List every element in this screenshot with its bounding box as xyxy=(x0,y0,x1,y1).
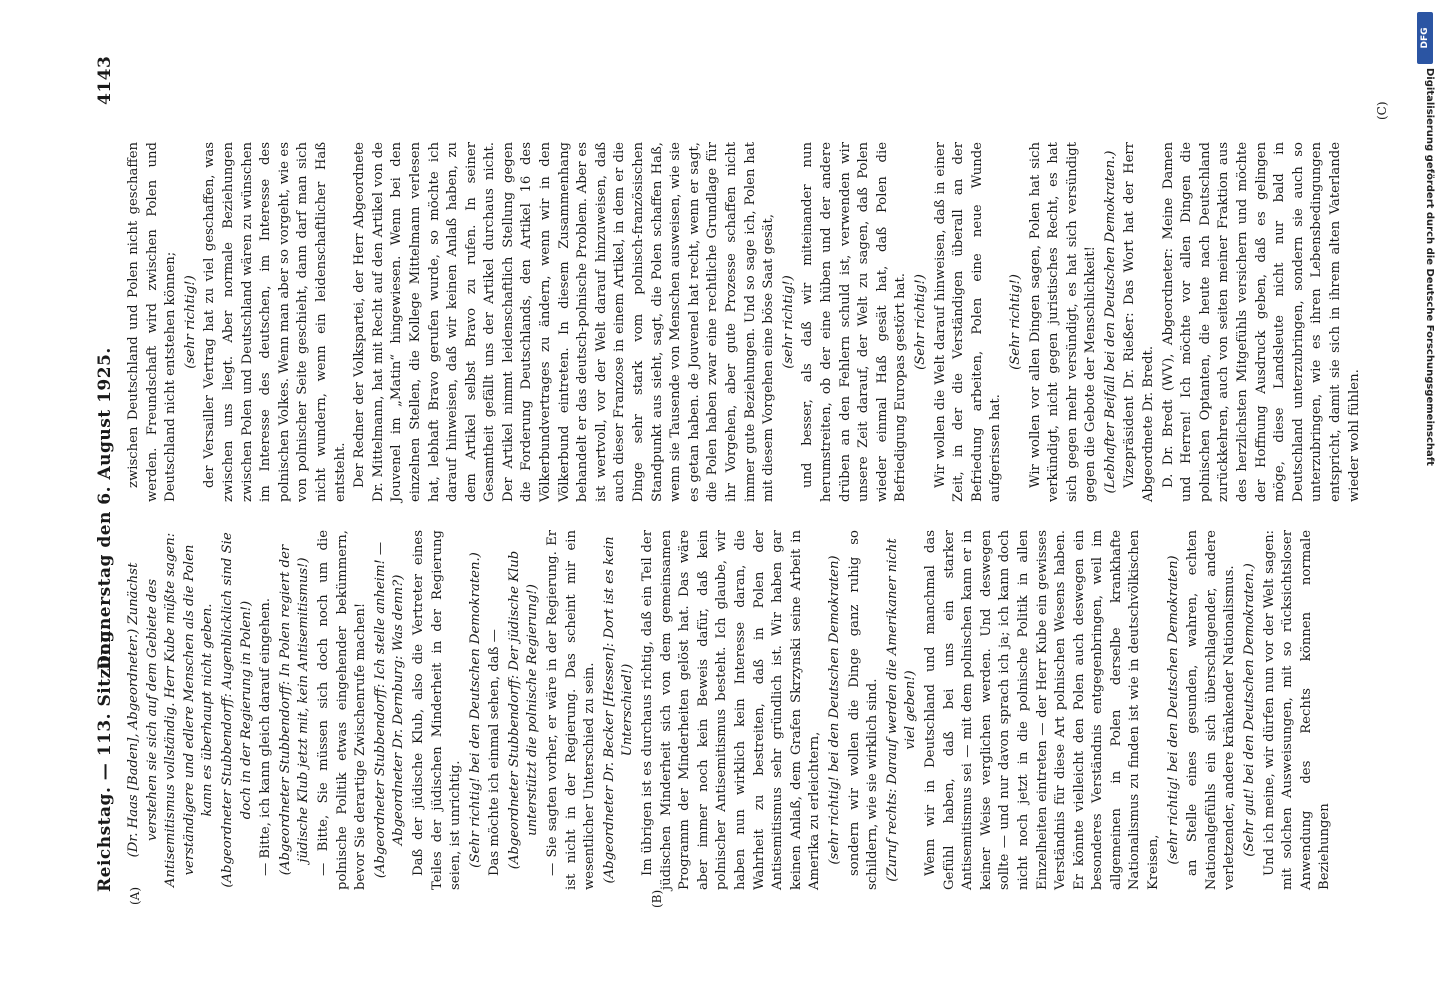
paragraph: (Abgeordneter Stubbendorff: Der jüdische Klub unterstützt die polnische Regierung!) xyxy=(506,550,541,870)
paragraph: Wir wollen vor allen Dingen sagen, Polen hat sich verkündigt, nicht gegen juristisches Recht, es hat sich gegen mehr versündigt, es hat sich versündigt gegen die Gebote der Menschlichkeit! xyxy=(1027,142,1099,502)
paragraph: sondern wir wollen die Dinge ganz ruhig so schildern, wie sie wirklich sind. xyxy=(846,530,881,890)
paragraph: (Abgeordneter Dr. Becker [Hessen]: Dort ist es kein Unterschied!) xyxy=(601,536,636,884)
paragraph: (sehr richtig! bei den Deutschen Demokraten) xyxy=(1165,555,1181,865)
dfg-logo: DFG xyxy=(1417,12,1433,64)
paragraph: (Lebhafter Beifall bei den Deutschen Demokraten.) xyxy=(1102,150,1118,494)
margin-mark-a: (A) xyxy=(128,886,142,905)
paragraph: D. Dr. Bredt (WV), Abgeordneter: Meine Damen und Herren! Ich möchte vor allen Dingen die polnischen Optanten, die heute nach Deutschland zurückkehren, auch von seiten meiner Fraktion aus des herzlichsten Mitgefühls versichern und möchte der Hoffnung Ausdruck geben, daß es gelingen möge, diese Landsleute nicht nur bald in Deutschland unterzubringen, sondern sie auch so unterzubringen, wie es ihren Lebensbedingungen entspricht, damit sie sich in ihrem alten Vaterlande wieder wohl fühlen. xyxy=(1160,142,1362,502)
paragraph: Und ich meine, wir dürfen nun vor der Welt sagen: mit solchen Ausweisungen, mit so rücksichtsloser Anwendung des Rechts können normale Beziehungen xyxy=(1261,530,1333,890)
paragraph: zwischen Deutschland und Polen nicht geschaffen werden. Freundschaft wird zwischen Polen und Deutschland nicht entstehen können; xyxy=(126,142,179,502)
paragraph: (Sehr richtig!) xyxy=(1007,274,1023,370)
paragraph: (sehr richtig! bei den Deutschen Demokraten) xyxy=(826,555,842,865)
paragraph: und besser, als daß wir miteinander nun herumstreiten, ob der eine hüben und der andere drüben an den Fehlern schuld ist, verwenden wir unsere Zeit darauf, der Welt zu sagen, daß Polen wieder einmal Haß gesät hat, daß Polen die Befriedigung Europas gestört hat. xyxy=(800,142,909,502)
paragraph: (Zuruf rechts: Darauf werden die Amerikaner nicht viel geben!) xyxy=(884,538,919,882)
dfg-credit-text: Digitalisierung gefördert durch die Deutsche Forschungsgemeinschaft xyxy=(1424,68,1435,466)
paragraph: Im übrigen ist es durchaus richtig, daß ein Teil der jüdischen Minderheit sich von dem gemeinsamen Programm der Minderheiten gelöst hat. Das wäre aber immer noch kein Beweis dafür, daß kein polnischer Antisemitismus besteht. Ich glaube, wir haben nun wirklich kein Interesse daran, die Wahrheit zu bestreiten, daß in Polen der Antisemitismus sehr gründlich ist. Wir haben gar keinen Anlaß, dem Grafen Skrzynski seine Arbeit in Amerika zu erleichtern, xyxy=(640,530,823,890)
paragraph: Wenn wir in Deutschland und manchmal das Gefühl haben, daß bei uns ein starker Antisemitismus sei — mit dem polnischen kann er in keiner Weise verglichen werden. Und deswegen sollte — und nur davon sprach ich ja; ich kann doch nicht noch jetzt in die polnische Politik in allen Einzelheiten eintreten — der Herr Kube ein gewisses Verständnis für diese Art polnischen Wesens haben. Er könnte vielleicht den Polen auch deswegen ein besonderes Verständnis entgegenbringen, weil im allgemeinen in Polen derselbe krankhafte Nationalismus zu finden ist wie in deutschvölkischen Kreisen, xyxy=(922,530,1162,890)
paragraph: Vizepräsident Dr. Rießer: Das Wort hat der Herr Abgeordnete Dr. Bredt. xyxy=(1122,142,1157,502)
paragraph: — Bitte, Sie müssen sich doch noch um die polnische Politik etwas eingehender bekümmern, bevor Sie derartige Zwischenrufe machen! xyxy=(315,530,369,890)
paragraph: (Abgeordneter Stubbendorff: In Polen regiert der jüdische Klub jetzt mit, kein Antisemitismus!) xyxy=(277,544,312,876)
running-header-left: Reichstag. — 113. Sitzung. xyxy=(95,623,115,892)
margin-mark-c: (C) xyxy=(1375,101,1389,120)
paragraph: (Sehr richtig!) xyxy=(912,274,928,370)
paragraph: (Dr. Haas [Baden], Abgeordneter.) Zunächst verstehen sie sich auf dem Gebiete des Antisemitismus vollständig. Herr Kube müßte sagen: verständigere und edlere Menschen als die Polen kann es überhaupt nicht geben. xyxy=(126,532,216,888)
paragraph: an Stelle eines gesunden, wahren, echten Nationalgefühls ein sich überschlagender, andere verletzender, andere kränkender Nationalismus. xyxy=(1185,530,1238,890)
right-column xyxy=(125,142,1362,502)
running-header-date: Donnerstag den 6. August 1925. xyxy=(95,347,115,670)
dfg-side-note xyxy=(1415,6,1437,996)
left-column xyxy=(125,530,1333,890)
paragraph: der Versailler Vertrag hat zu viel geschaffen, was zwischen uns liegt. Aber normale Beziehungen zwischen Polen und Deutschland wären zu wünschen im Interesse des deutschen, im Interesse des polnischen Volkes. Wenn man aber so vorgeht, wie es von polnischer Seite geschieht, dann darf man sich nicht wundern, wenn ein leidenschaftlicher Haß entsteht. xyxy=(202,142,348,502)
paragraph: — Sie sagten vorher, er wäre in der Regierung. Er ist nicht in der Regierung. Das scheint mir ein wesentlicher Unterschied zu sein. xyxy=(545,530,598,890)
paragraph: (Abgeordneter Stubbendorff: Augenblicklich sind Sie doch in der Regierung in Polen!) xyxy=(219,532,254,888)
page-number: 4143 xyxy=(95,55,115,105)
paragraph: (sehr richtig!) xyxy=(780,275,796,369)
paragraph: (sehr richtig!) xyxy=(182,275,198,369)
paragraph: (Abgeordneter Stubbendorff: Ich stelle anheim! — Abgeordneter Dr. Dernburg: Was denn?) xyxy=(372,541,407,879)
paragraph: Wir wollen die Welt darauf hinweisen, daß in einer Zeit, in der die Verständigen überall an der Befriedung arbeiten, Polen eine neue Wunde aufgerissen hat. xyxy=(932,142,1004,502)
paragraph: (Sehr richtig! bei den Deutschen Demokraten.) xyxy=(467,552,483,868)
paragraph: Daß der jüdische Klub, also die Vertreter eines Teiles der jüdischen Minderheit in der Regierung seien, ist unrichtig. xyxy=(410,530,464,890)
paragraph: Der Redner der Volkspartei, der Herr Abgeordnete Dr. Mittelmann, hat mit Recht auf den Artikel von de Jouvenel im „Matin“ hingewiesen. Wenn bei den einzelnen Stellen, die Kollege Mittelmann verlesen hat, lebhaft Bravo gerufen wurde, so möchte ich darauf hinweisen, daß wir keinen Anlaß haben, zu dem Artikel selbst Bravo zu rufen. In seiner Gesamtheit gefällt uns der Artikel durchaus nicht. Der Artikel nimmt leidenschaftlich Stellung gegen die Forderung Deutschlands, den Artikel 16 des Völkerbundvertrages zu ändern, wenn wir in den Völkerbund eintreten. In diesem Zusammenhang behandelt er das deutsch-polnische Problem. Aber es ist wertvoll, vor der Welt darauf hinzuweisen, daß auch dieser Franzose in einem Artikel, in dem er die Dinge sehr stark vom polnisch-französischen Standpunkt aus sieht, sagt, die Polen schaffen Haß, wenn sie Tausende von Menschen ausweisen, wie sie es getan haben. de Jouvenel hat recht, wenn er sagt, die Polen haben zwar eine rechtliche Grundlage für ihr Vorgehen, aber gute Prozesse schaffen nicht immer gute Beziehungen. Und so sage ich, Polen hat mit diesem Vorgehen eine böse Saat gesät, xyxy=(352,142,777,502)
paragraph: Das möchte ich einmal sehen, daß — xyxy=(487,629,503,876)
margin-mark-b: (B) xyxy=(650,889,664,908)
paragraph: (Sehr gut! bei den Deutschen Demokraten.) xyxy=(1242,563,1258,857)
paragraph: — Bitte, ich kann gleich darauf eingehen. xyxy=(258,598,274,876)
